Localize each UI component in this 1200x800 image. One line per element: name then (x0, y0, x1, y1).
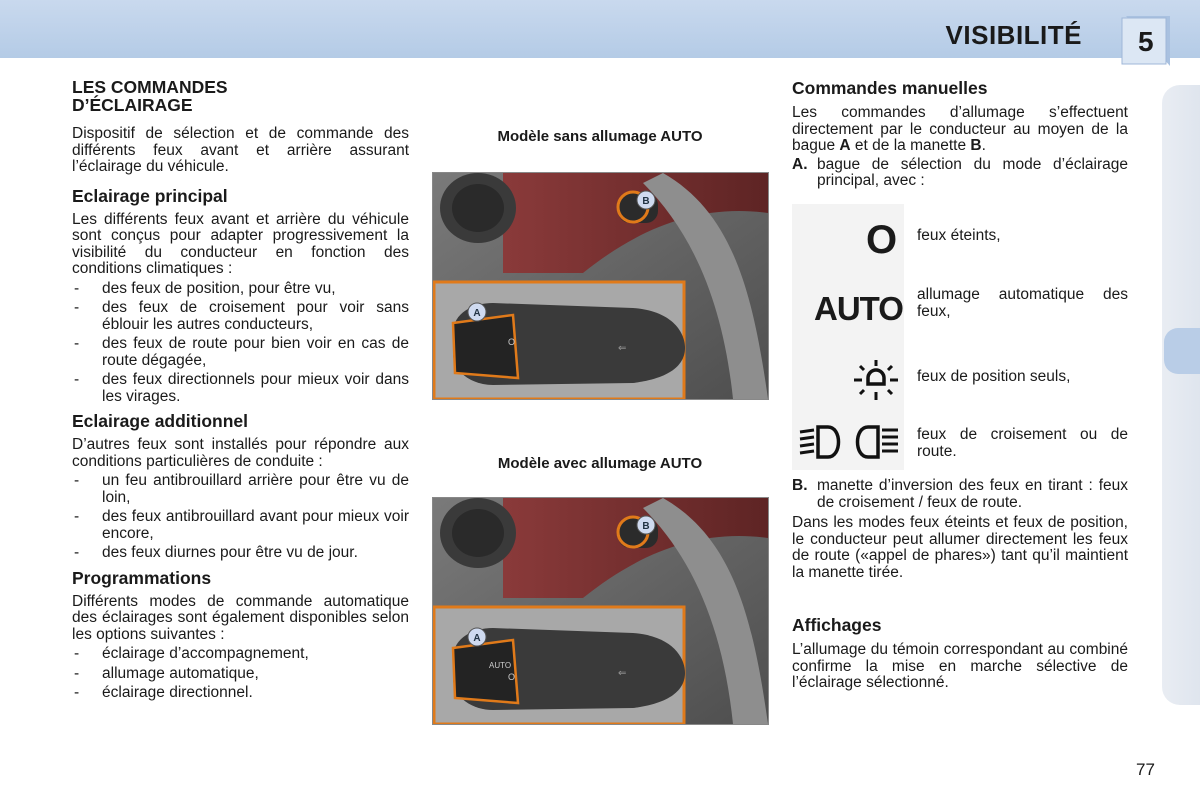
item-a: A. bague de sélection du mode d’éclairage principal, avec : (792, 155, 1128, 189)
symbol-text-auto: allumage automatique des feux, (917, 286, 1128, 320)
list-item: - un feu antibrouillard arrière pour être vu de loin, (72, 473, 409, 506)
s1-text: Les différents feux avant et arrière du véhicule sont conçus pour adapter progressivement la visibilité du conducteur en fonction des conditions climatiques : (72, 210, 409, 277)
intro-text: Dispositif de sélection et de commande des différents feux avant et arrière assurant l’éclairage du véhicule. (72, 125, 409, 175)
symbol-row-low-beam (792, 414, 1128, 470)
symbol-text-low-beam: feux de croisement ou de route. (917, 426, 1128, 460)
page-edge (1162, 85, 1200, 705)
label-b-bottom: B (642, 521, 650, 532)
right-column-bottom (792, 478, 1128, 692)
figure-stalk-no-auto (432, 172, 769, 400)
page-number: 77 (1136, 760, 1155, 779)
svg-text:⇐: ⇐ (618, 668, 627, 679)
list-item: - des feux de position, pour être vu, (72, 281, 409, 298)
item-b: B. manette d’inversion des feux en tirant : feux de croisement / feux de route. (792, 477, 1128, 511)
list-item: - des feux de croisement pour voir sans éblouir les autres conducteurs, (72, 300, 409, 333)
list-item: - des feux diurnes pour être vu de jour. (72, 545, 409, 562)
stalk-illustration (433, 173, 768, 399)
low-beam-icon (798, 424, 902, 460)
s3-text: Différents modes de commande automatique des éclairages sont également disponibles selon les options suivantes : (72, 592, 409, 643)
s2-text: D’autres feux sont installés pour répondre aux conditions particulières de conduite : (72, 436, 409, 470)
right-column-top (792, 78, 1128, 190)
symbol-text-off: feux éteints, (917, 227, 1001, 244)
list-item: - des feux de route pour bien voir en cas de route dégagée, (72, 336, 409, 369)
figure-caption-1: Modèle sans allumage AUTO (497, 128, 703, 145)
figure-stalk-auto (432, 497, 769, 725)
commandes-intro: Les commandes d’allumage s’effectuent directement par le conducteur au moyen de la bague A et de la manette B. (792, 104, 1128, 154)
list-item: - des feux antibrouillard avant pour mieux voir encore, (72, 509, 409, 542)
main-heading: LES COMMANDES D’ÉCLAIRAGE (72, 77, 228, 115)
symbol-text-position: feux de position seuls, (917, 368, 1071, 385)
heading-eclairage-additionnel: Eclairage additionnel (72, 411, 249, 431)
lights-off-icon: O (866, 218, 898, 262)
s2-list (72, 473, 409, 562)
label-a-top: A (473, 308, 481, 319)
auto-icon: AUTO (814, 290, 903, 327)
heading-affichages: Affichages (792, 615, 882, 635)
affichages-text: L’allumage du témoin correspondant au combiné confirme la mise en marche sélective de l’éclairage sélectionné. (792, 641, 1128, 691)
stalk-o-top: O (508, 337, 516, 347)
label-b-top: B (642, 196, 650, 207)
chapter-number: 5 (1138, 26, 1154, 57)
symbol-row-position (792, 344, 1128, 414)
s1-list (72, 281, 409, 406)
heading-commandes-manuelles: Commandes manuelles (792, 78, 988, 98)
figure-caption-2: Modèle avec allumage AUTO (497, 455, 703, 472)
chapter-edge-tab (1164, 328, 1200, 374)
heading-eclairage-principal: Eclairage principal (72, 185, 228, 206)
label-a-bottom: A (473, 633, 481, 644)
position-lights-icon (850, 358, 902, 402)
symbol-row-auto (792, 274, 1128, 344)
section-title: VISIBILITÉ (945, 20, 1082, 50)
modes-paragraph: Dans les modes feux éteints et feux de position, le conducteur peut allumer directement les feux de route («appel de phares») tant qu’il maintient la manette tirée. (792, 514, 1128, 581)
stalk-auto-label: AUTO (489, 661, 512, 670)
list-item: - des feux directionnels pour mieux voir dans les virages. (72, 372, 409, 405)
list-item: - éclairage directionnel. (72, 685, 409, 702)
svg-text:⇐: ⇐ (618, 343, 627, 354)
stalk-illustration-auto (433, 498, 768, 724)
stalk-o-bottom: O (508, 672, 516, 682)
left-column (72, 78, 409, 705)
list-item: - allumage automatique, (72, 666, 409, 683)
s3-list (72, 646, 409, 702)
symbol-row-off (792, 204, 1128, 274)
heading-programmations: Programmations (72, 567, 212, 588)
list-item: - éclairage d’accompagnement, (72, 646, 409, 663)
